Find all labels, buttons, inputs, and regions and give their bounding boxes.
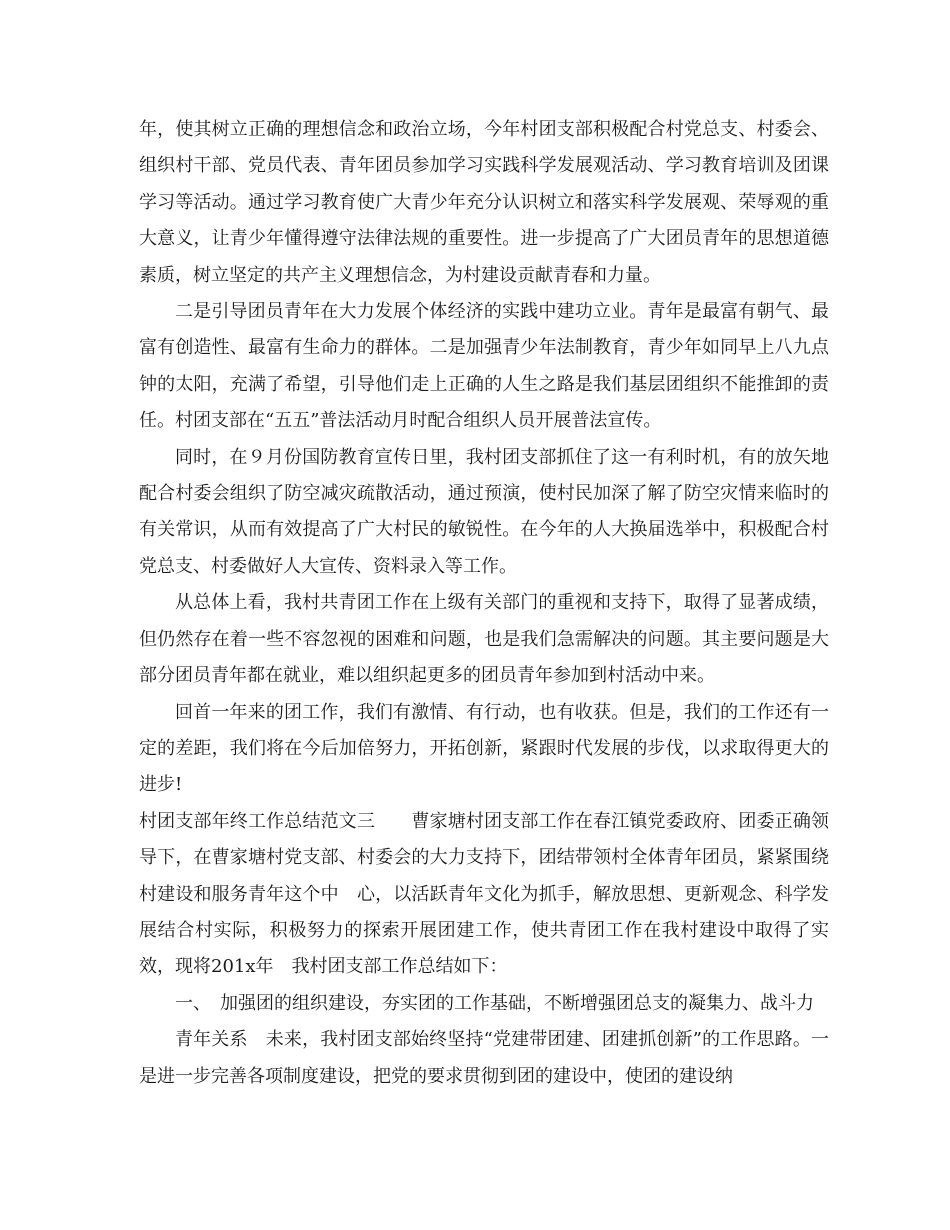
document-body: [139, 112, 829, 1095]
paragraph: 同时，在９月份国防教育宣传日里，我村团支部抓住了这一有利时机，有的放矢地配合村委会组织了防空减灾疏散活动，通过预演，使村民加深了解了防空灾情来临时的有关常识，从而有效提高了广大村民的敏锐性。在今年的人大换届选举中，积极配合村党总支、村委做好人大宣传、资料录入等工作。: [139, 446, 829, 577]
paragraph: 回首一年来的团工作，我们有激情、有行动，也有收获。但是，我们的工作还有一定的差距，我们将在今后加倍努力，开拓创新，紧跟时代发展的步伐，以求取得更大的进步!: [139, 701, 829, 796]
paragraph: 年，使其树立正确的理想信念和政治立场，今年村团支部积极配合村党总支、村委会、组织村干部、党员代表、青年团员参加学习实践科学发展观活动、学习教育培训及团课学习等活动。通过学习教育使广大青少年充分认识树立和落实科学发展观、荣辱观的重大意义，让青少年懂得遵守法律法规的重要性。进一步提高了广大团员青年的思想道德素质，树立坚定的共产主义理想信念，为村建设贡献青春和力量。: [139, 119, 829, 286]
paragraph: 从总体上看，我村共青团工作在上级有关部门的重视和支持下，取得了显著成绩，但仍然存在着一些不容忽视的困难和问题，也是我们急需解决的问题。其主要问题是大部分团员青年都在就业，难以组织起更多的团员青年参加到村活动中来。: [139, 592, 829, 687]
paragraph: 二是引导团员青年在大力发展个体经济的实践中建功立业。青年是最富有朝气、最富有创造性、最富有生命力的群体。二是加强青少年法制教育，青少年如同早上八九点钟的太阳，充满了希望，引导他们走上正确的人生之路是我们基层团组织不能推卸的责任。村团支部在“五五”普法活动月时配合组织人员开展普法宣传。: [139, 301, 829, 432]
paragraph-numbered-heading: 一、 加强团的组织建设，夯实团的工作基础，不断增强团总支的凝集力、战斗力: [175, 992, 814, 1014]
paragraph-section-heading: 村团支部年终工作总结范文三 曹家塘村团支部工作在春江镇党委政府、团委正确领导下，在曹家塘村党支部、村委会的大力支持下，团结带领村全体青年团员，紧紧围绕村建设和服务青年这个中 心，以活跃青年文化为抓手，解放思想、更新观念、科学发展结合村实际，积极努力的探索开展团建工作，使共青团工作在我村建设中取得了实效，现将201x年 我村团支部工作总结如下：: [139, 810, 829, 978]
paragraph: 青年关系 未来，我村团支部始终坚持“党建带团建、团建抓创新”的工作思路。一是进一步完善各项制度建设，把党的要求贯彻到团的建设中，使团的建设纳: [139, 1029, 829, 1087]
